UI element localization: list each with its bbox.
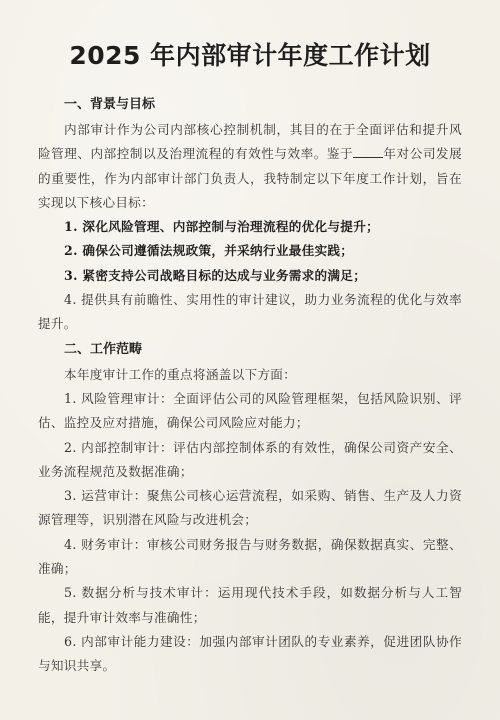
- document-title: 2025 年内部审计年度工作计划: [69, 41, 431, 70]
- scope-item-2: 2. 内部控制审计：评估内部控制体系的有效性，确保公司资产安全、业务流程规范及数据准确；: [38, 439, 462, 479]
- background-intro-paragraph: [38, 118, 462, 215]
- scope-item-4: 4. 财务审计：审核公司财务报告与财务数据，确保数据真实、完整、准确；: [38, 536, 462, 577]
- scope-item-3: 3. 运营审计：聚焦公司核心运营流程，如采购、销售、生产及人力资源管理等，识别潜在风险与改进机会；: [38, 488, 462, 528]
- scope-intro-paragraph: 本年度审计工作的重点将涵盖以下方面：: [64, 366, 297, 382]
- scope-item-6: 6. 内部审计能力建设：加强内部审计团队的专业素养，促进团队协作与知识共享。: [38, 633, 462, 674]
- scope-item-1: 1. 风险管理审计：全面评估公司的风险管理框架，包括风险识别、评估、监控及应对措施，确保公司风险应对能力；: [38, 390, 462, 431]
- goal-item-3: 3. 紧密支持公司战略目标的达成与业务需求的满足；: [64, 267, 367, 283]
- scope-item-5: 5. 数据分析与技术审计：运用现代技术手段，如数据分析与人工智能，提升审计效率与准确性；: [38, 585, 462, 625]
- goal-item-2: 2. 确保公司遵循法规政策，并采纳行业最佳实践；: [64, 243, 354, 259]
- intro-text-after-blank: 年对公司发展的重要性，作为内部审计部门负责人，我特制定以下年度工作计划，旨在实现以下核心目标：: [38, 146, 462, 210]
- goal-item-4: 4. 提供具有前瞻性、实用性的审计建议，助力业务流程的优化与效率提升。: [38, 292, 462, 332]
- year-blank-line: [353, 145, 383, 158]
- section-heading-scope: 二、工作范畴: [64, 341, 143, 357]
- goal-item-1: 1. 深化风险管理、内部控制与治理流程的优化与提升；: [64, 219, 379, 235]
- section-heading-background: 一、背景与目标: [64, 97, 156, 112]
- intro-text-before-blank: 内部审计作为公司内部核心控制机制，其目的在于全面评估和提升风险管理、内部控制以及治理流程的有效性与效率。鉴于: [38, 122, 462, 162]
